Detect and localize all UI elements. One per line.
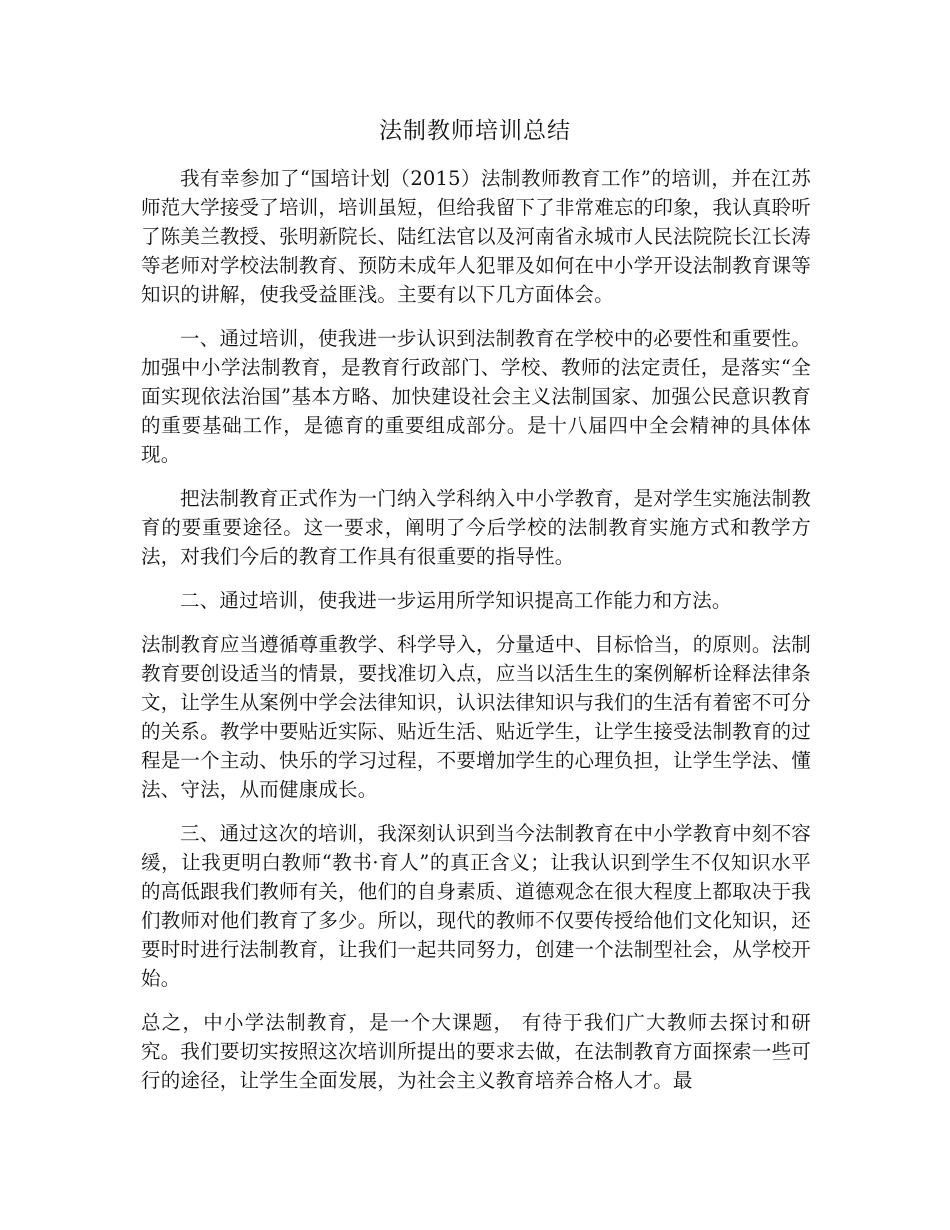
paragraph-point-one: 一、通过培训，使我进一步认识到法制教育在学校中的必要性和重要性。加强中小学法制教育，是教育行政部门、学校、教师的法定责任，是落实“全面实现依法治国”基本方略、加快建设社会主义法制国家、加强公民意识教育的重要基础工作，是德育的重要组成部分。是十八届四中全会精神的具体体现。 xyxy=(141,327,811,466)
paragraph-conclusion: 总之，中小学法制教育，是一个大课题， 有待于我们广大教师去探讨和研究。我们要切实按照这次培训所提出的要求去做，在法制教育方面探索一些可行的途径，让学生全面发展，为社会主义教育培养合格人才。最 xyxy=(141,1011,811,1092)
paragraph-point-two: 法制教育应当遵循尊重教学、科学导入，分量适中、目标恰当，的原则。法制教育要创设适当的情景，要找准切入点，应当以活生生的案例解析诠释法律条文，让学生从案例中学会法律知识，认识法律知识与我们的生活有着密不可分的关系。教学中要贴近实际、贴近生活、贴近学生，让学生接受法制教育的过程是一个主动、快乐的学习过程，不要增加学生的心理负担，让学生学法、懂法、守法，从而健康成长。 xyxy=(141,633,811,801)
document-title: 法制教师培训总结 xyxy=(379,118,571,144)
paragraph-point-one-cont: 把法制教育正式作为一门纳入学科纳入中小学教育，是对学生实施法制教育的要重要途径。这一要求，阐明了今后学校的法制教育实施方式和教学方法，对我们今后的教育工作具有很重要的指导性。 xyxy=(141,487,811,568)
paragraph-point-two-heading: 二、通过培训，使我进一步运用所学知识提高工作能力和方法。 xyxy=(180,589,732,612)
document-body xyxy=(141,164,811,1110)
paragraph-point-three: 三、通过这次的培训，我深刻认识到当今法制教育在中小学教育中刻不容缓，让我更明白教师“教书·育人”的真正含义；让我认识到学生不仅知识水平的高低跟我们教师有关，他们的自身素质、道德观念在很大程度上都取决于我们教师对他们教育了多少。所以，现代的教师不仅要传授给他们文化知识，还要时时进行法制教育，让我们一起共同努力，创建一个法制型社会，从学校开始。 xyxy=(141,822,811,990)
paragraph-intro: 我有幸参加了“国培计划（2015）法制教师教育工作”的培训，并在江苏师范大学接受了培训，培训虽短，但给我留下了非常难忘的印象，我认真聆听了陈美兰教授、张明新院长、陆红法官以及河南省永城市人民法院院长江长涛等老师对学校法制教育、预防未成年人犯罪及如何在中小学开设法制教育课等知识的讲解，使我受益匪浅。主要有以下几方面体会。 xyxy=(141,167,811,306)
